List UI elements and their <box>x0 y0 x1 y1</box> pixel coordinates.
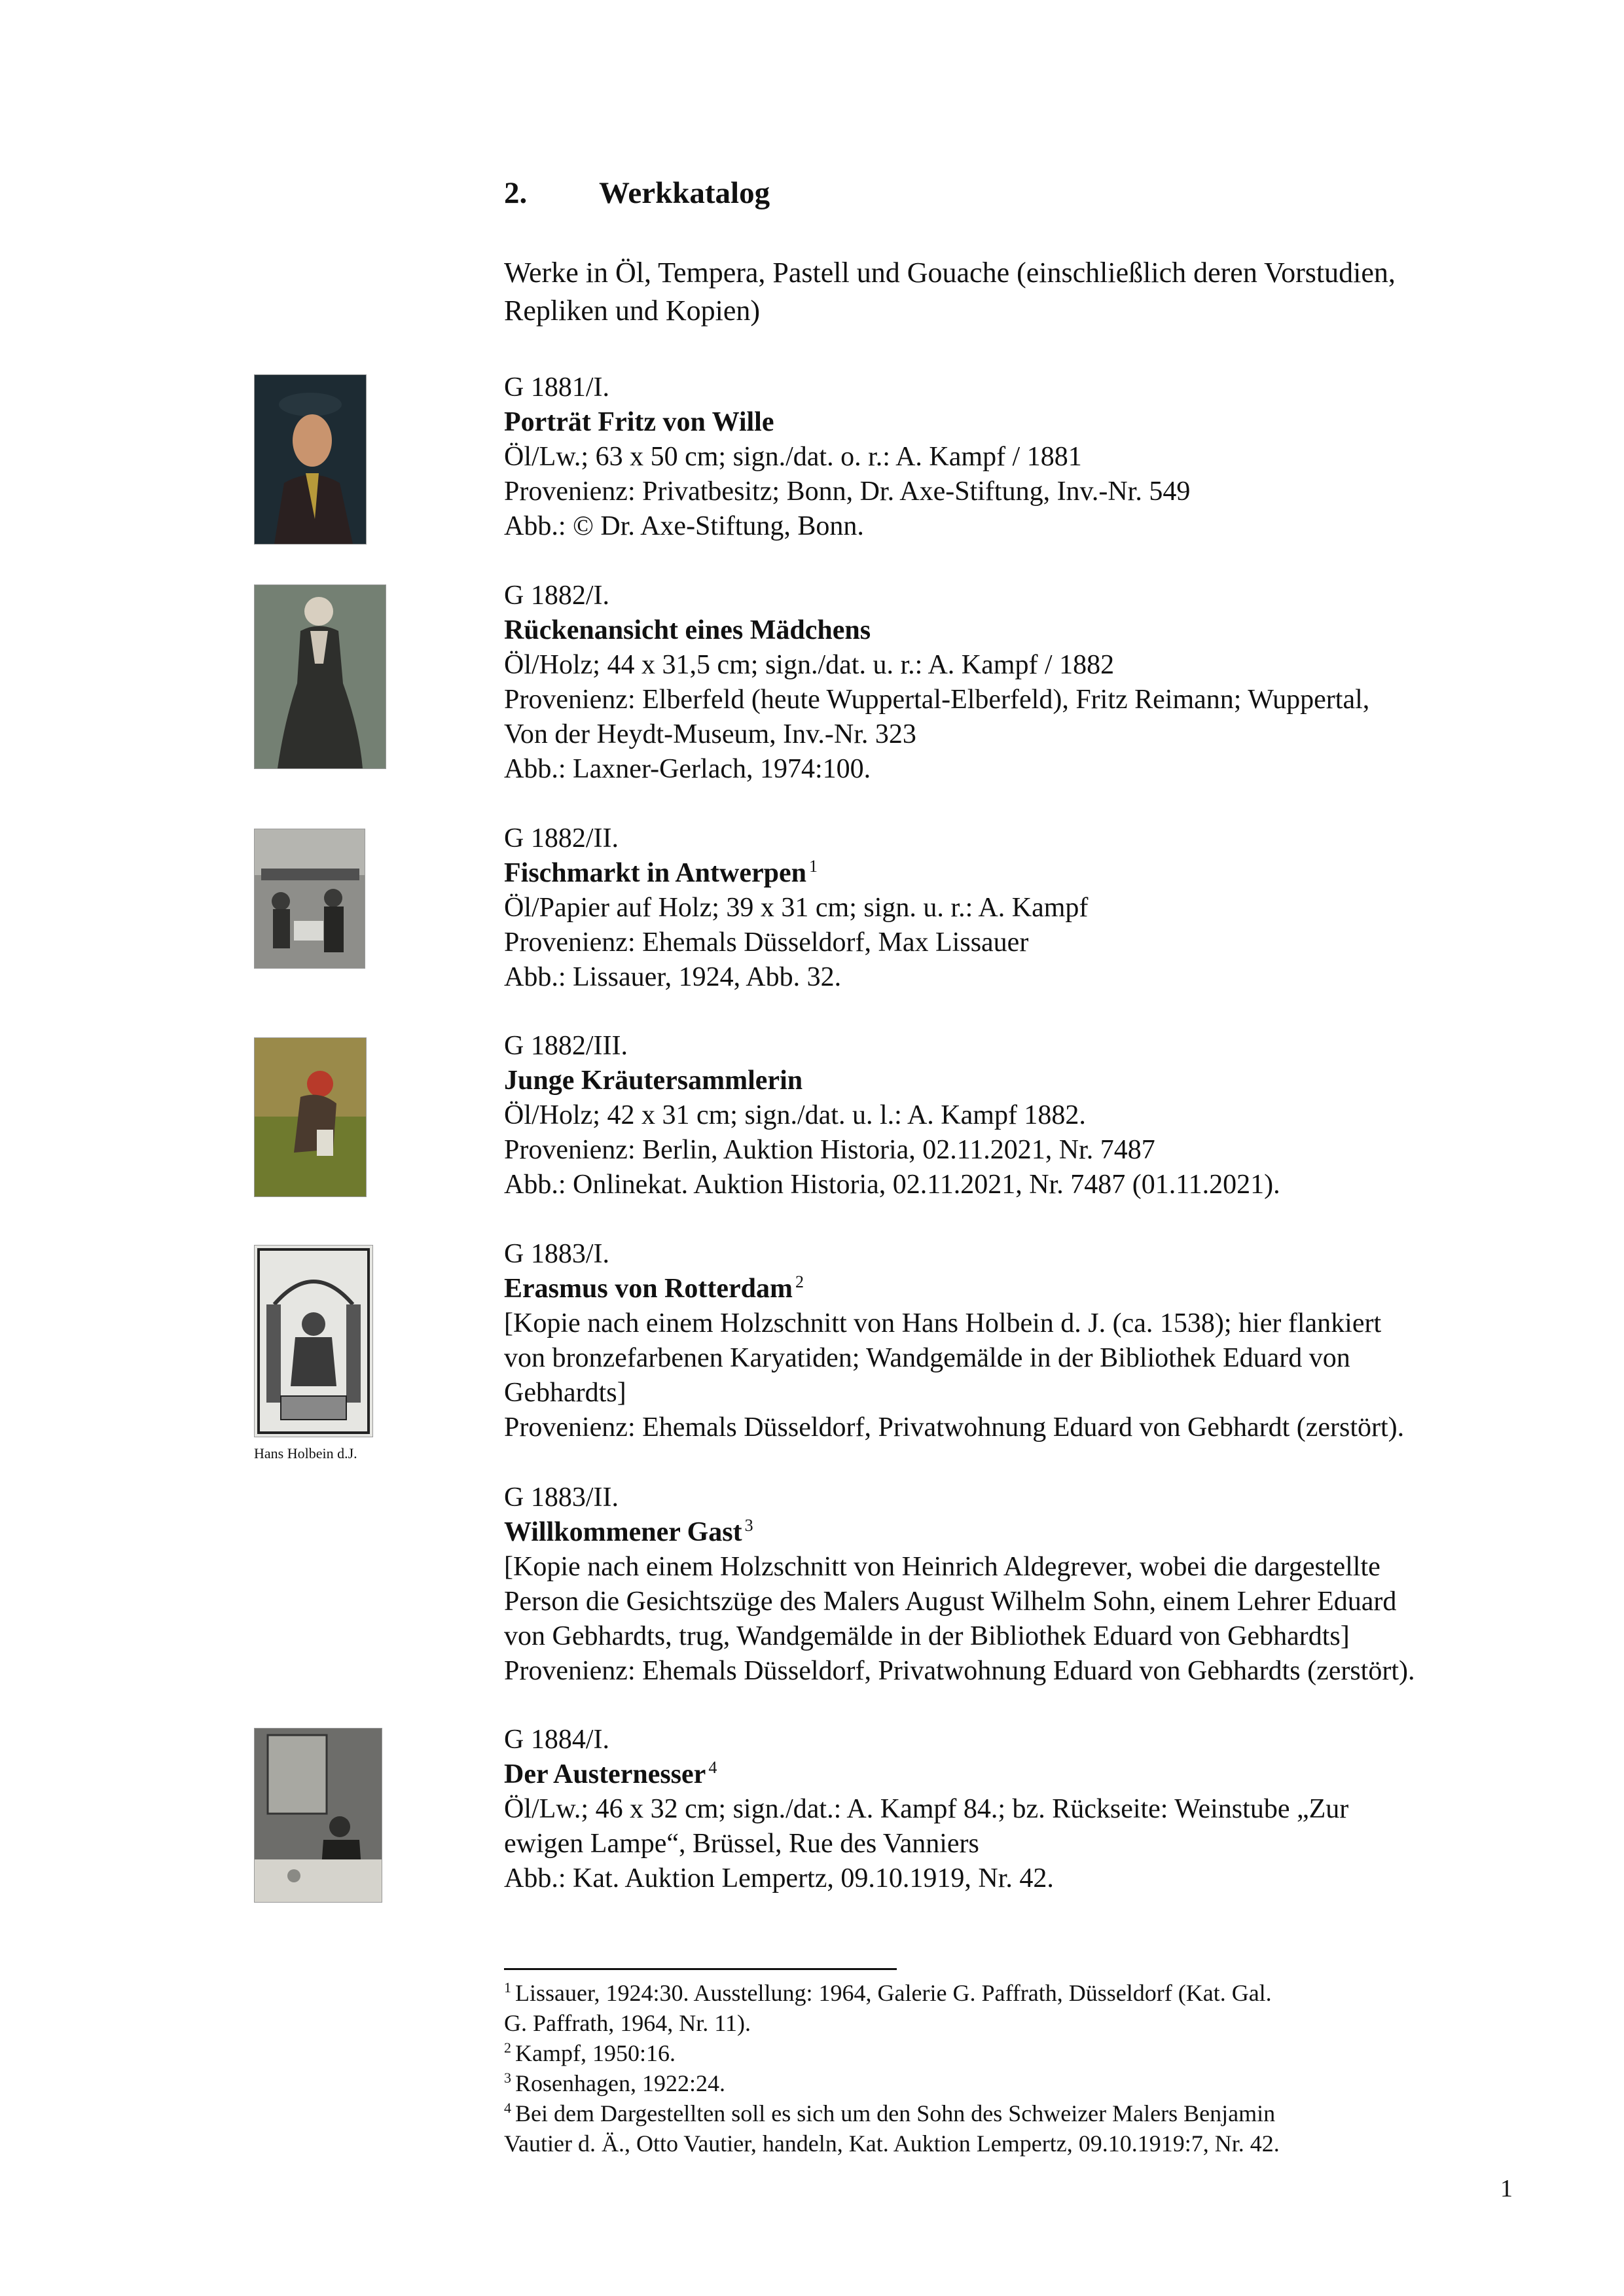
entry-line: Provenienz: Ehemals Düsseldorf, Privatwohnung Eduard von Gebhardt (zerstört). <box>504 1412 1405 1443</box>
entry-line: Provenienz: Ehemals Düsseldorf, Max Lissauer <box>504 927 1029 958</box>
entry-line: Abb.: Kat. Auktion Lempertz, 09.10.1919, Nr. 42. <box>504 1863 1054 1893</box>
entry-line: Person die Gesichtszüge des Malers August Wilhelm Sohn, einem Lehrer Eduard <box>504 1587 1397 1617</box>
catalog-entry <box>504 579 1512 787</box>
footnotes <box>504 1978 1486 2159</box>
image-caption: Hans Holbein d.J. <box>254 1445 357 1462</box>
entry-line: Öl/Lw.; 46 x 32 cm; sign./dat.: A. Kampf 84.; bz. Rückseite: Weinstube „Zur <box>504 1794 1349 1824</box>
entry-line: Öl/Papier auf Holz; 39 x 31 cm; sign. u. r.: A. Kampf <box>504 893 1089 923</box>
entry-line: Provenienz: Berlin, Auktion Historia, 02.11.2021, Nr. 7487 <box>504 1135 1155 1165</box>
entry-id: G 1882/I. <box>504 581 609 611</box>
artwork-thumbnail-erasmus-von-rotterdam <box>254 1245 373 1437</box>
footnote <box>504 1978 1486 2008</box>
entry-title: Porträt Fritz von Wille <box>504 407 774 437</box>
artwork-thumbnail-der-austernesser <box>254 1728 382 1903</box>
entry-title: Fischmarkt in Antwerpen <box>504 858 806 888</box>
footnote-text: Kampf, 1950:16. <box>515 2040 676 2066</box>
entry-id: G 1884/I. <box>504 1725 609 1755</box>
catalog-entry <box>504 821 1512 995</box>
entry-line: Abb.: © Dr. Axe-Stiftung, Bonn. <box>504 511 864 541</box>
footnote-text: Vautier d. Ä., Otto Vautier, handeln, Kat. Auktion Lempertz, 09.10.1919:7, Nr. 42. <box>504 2130 1280 2157</box>
footnote-number: 2 <box>504 2039 511 2056</box>
footnote <box>504 2098 1486 2128</box>
entry-id: G 1882/II. <box>504 823 619 853</box>
entry-title: Junge Kräutersammlerin <box>504 1066 803 1096</box>
section-subtitle: Werke in Öl, Tempera, Pastell und Gouache (einschließlich deren Vorstudien, Repliken und Kopien) <box>504 257 1396 327</box>
entry-line: Abb.: Laxner-Gerlach, 1974:100. <box>504 754 871 784</box>
section-number: 2. <box>504 176 528 210</box>
entry-line: Öl/Holz; 44 x 31,5 cm; sign./dat. u. r.: A. Kampf / 1882 <box>504 650 1115 680</box>
entry-line: Provenienz: Ehemals Düsseldorf, Privatwohnung Eduard von Gebhardts (zerstört). <box>504 1656 1415 1686</box>
entry-title: Willkommener Gast <box>504 1517 742 1547</box>
artwork-thumbnail-junge-kraeutersammlerin <box>254 1037 367 1197</box>
footnote-reference[interactable]: 1 <box>809 857 818 876</box>
footnote-reference[interactable]: 2 <box>795 1272 804 1291</box>
entry-line: [Kopie nach einem Holzschnitt von Heinrich Aldegrever, wobei die dargestellte <box>504 1552 1380 1582</box>
footnote-text: Lissauer, 1924:30. Ausstellung: 1964, Galerie G. Paffrath, Düsseldorf (Kat. Gal. <box>515 1980 1272 2006</box>
footnote-reference[interactable]: 3 <box>744 1516 753 1535</box>
footnote-reference[interactable]: 4 <box>708 1758 717 1777</box>
entry-line: ewigen Lampe“, Brüssel, Rue des Vanniers <box>504 1829 979 1859</box>
section-title: Werkkatalog <box>599 176 770 210</box>
entry-title: Erasmus von Rotterdam <box>504 1274 793 1304</box>
footnote-number: 1 <box>504 1979 511 1996</box>
catalog-entry <box>504 1723 1512 1896</box>
entry-line: Öl/Holz; 42 x 31 cm; sign./dat. u. l.: A. Kampf 1882. <box>504 1100 1086 1130</box>
page-number: 1 <box>1500 2175 1513 2202</box>
entry-line: von Gebhardts, trug, Wandgemälde in der Bibliothek Eduard von Gebhardts] <box>504 1621 1350 1651</box>
catalog-entry <box>504 1029 1512 1202</box>
entry-title: Rückenansicht eines Mädchens <box>504 615 871 645</box>
footnote <box>504 2038 1486 2068</box>
catalog-entry <box>504 1480 1512 1689</box>
entry-line: Provenienz: Elberfeld (heute Wuppertal-Elberfeld), Fritz Reimann; Wuppertal, <box>504 685 1370 715</box>
entry-line: Provenienz: Privatbesitz; Bonn, Dr. Axe-Stiftung, Inv.-Nr. 549 <box>504 476 1191 507</box>
artwork-thumbnail-rueckenansicht-maedchen <box>254 584 386 769</box>
entry-line: Gebhardts] <box>504 1378 626 1408</box>
entry-line: Abb.: Lissauer, 1924, Abb. 32. <box>504 962 842 992</box>
entry-id: G 1882/III. <box>504 1031 628 1061</box>
footnote <box>504 2068 1486 2098</box>
footnote-number: 4 <box>504 2100 511 2116</box>
footnote-separator <box>504 1968 897 1970</box>
entry-title: Der Austernesser <box>504 1759 706 1789</box>
catalog-entry <box>504 1237 1512 1445</box>
entry-line: Öl/Lw.; 63 x 50 cm; sign./dat. o. r.: A. Kampf / 1881 <box>504 442 1082 472</box>
section-heading <box>504 175 770 211</box>
entry-id: G 1881/I. <box>504 372 609 403</box>
footnote-number: 3 <box>504 2070 511 2086</box>
artwork-thumbnail-portrait-fritz-von-wille <box>254 374 367 545</box>
entry-id: G 1883/I. <box>504 1239 609 1269</box>
footnote-text: Bei dem Dargestellten soll es sich um den Sohn des Schweizer Malers Benjamin <box>515 2100 1276 2126</box>
entry-id: G 1883/II. <box>504 1482 619 1513</box>
artwork-thumbnail-fischmarkt-antwerpen <box>254 829 365 969</box>
entry-line: Abb.: Onlinekat. Auktion Historia, 02.11.2021, Nr. 7487 (01.11.2021). <box>504 1170 1280 1200</box>
entry-line: [Kopie nach einem Holzschnitt von Hans Holbein d. J. (ca. 1538); hier flankiert <box>504 1308 1382 1338</box>
footnote-text: Rosenhagen, 1922:24. <box>515 2070 725 2096</box>
footnote-text: G. Paffrath, 1964, Nr. 11). <box>504 2010 751 2036</box>
entry-line: Von der Heydt-Museum, Inv.-Nr. 323 <box>504 719 916 749</box>
entry-line: von bronzefarbenen Karyatiden; Wandgemälde in der Bibliothek Eduard von <box>504 1343 1350 1373</box>
catalog-entry <box>504 370 1512 544</box>
